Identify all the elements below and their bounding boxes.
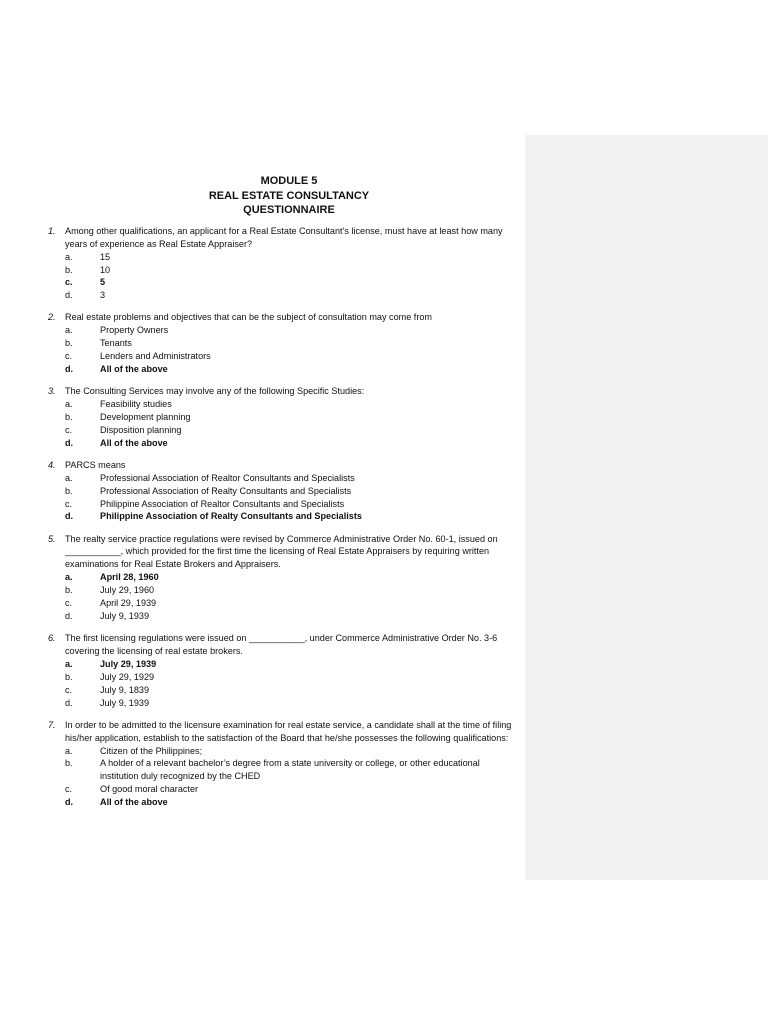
question-text: The realty service practice regulations were revised by Commerce Administrative Order No. 60-1, issued on ___________, which provided for the first time the licensing of Real Estate Appraisers by requiring written examinations for Real Estate Brokers and Appraisers. xyxy=(65,533,498,570)
option-text: 3 xyxy=(100,290,106,301)
option-text: Lenders and Administrators xyxy=(100,351,211,362)
question-row xyxy=(48,533,520,572)
question-row xyxy=(48,385,520,398)
question-row xyxy=(48,719,520,745)
question-row xyxy=(48,459,520,472)
answer-option xyxy=(48,658,520,671)
question-row xyxy=(48,225,520,251)
option-letter: b. xyxy=(65,411,73,422)
option-text: Philippine Association of Realty Consultants and Specialists xyxy=(100,511,362,522)
question-number: 6. xyxy=(48,633,56,644)
option-letter: b. xyxy=(65,671,73,682)
course-title: REAL ESTATE CONSULTANCY xyxy=(208,189,370,202)
answer-option xyxy=(48,276,520,289)
answer-option xyxy=(48,289,520,302)
option-letter: c. xyxy=(65,424,73,435)
option-letter: b. xyxy=(65,585,73,596)
option-letter: a. xyxy=(65,399,73,410)
option-text: Philippine Association of Realtor Consultants and Specialists xyxy=(100,498,345,509)
questionnaire-title: QUESTIONNAIRE xyxy=(243,204,335,217)
answer-option xyxy=(48,571,520,584)
option-letter: a. xyxy=(65,745,73,756)
option-letter: d. xyxy=(65,511,74,522)
question-text: PARCS means xyxy=(65,459,126,470)
comment-pane xyxy=(525,135,768,880)
question-number: 3. xyxy=(48,386,56,397)
answer-option xyxy=(48,411,520,424)
question-number: 5. xyxy=(48,533,56,544)
option-letter: d. xyxy=(65,697,73,708)
answer-option xyxy=(48,485,520,498)
question-text: In order to be admitted to the licensure examination for real estate service, a candidate shall at the time of filing his/her application, establish to the satisfaction of the Board that he/she possesses the following qualifications: xyxy=(65,719,512,743)
question-7 xyxy=(48,719,520,809)
answer-option xyxy=(48,424,520,437)
option-letter: b. xyxy=(65,264,73,275)
option-text: All of the above xyxy=(100,437,168,448)
option-text: 5 xyxy=(100,277,106,288)
question-3 xyxy=(48,385,520,450)
option-text: Citizen of the Philippines; xyxy=(100,745,203,756)
option-letter: c. xyxy=(65,351,73,362)
option-letter: d. xyxy=(65,611,73,621)
option-letter: b. xyxy=(65,758,73,769)
question-5 xyxy=(48,533,520,623)
question-list xyxy=(48,225,520,809)
question-number: 2. xyxy=(48,312,56,323)
option-letter: c. xyxy=(65,598,73,609)
option-text: April 29, 1939 xyxy=(100,598,157,609)
answer-option xyxy=(48,671,520,684)
option-letter: b. xyxy=(65,338,73,349)
module-title: MODULE 5 xyxy=(260,175,318,187)
answer-option xyxy=(48,684,520,697)
option-text: All of the above xyxy=(100,364,168,375)
answer-option xyxy=(48,251,520,264)
answer-option xyxy=(48,398,520,411)
answer-option xyxy=(48,324,520,337)
title-block xyxy=(48,174,520,218)
answer-option xyxy=(48,597,520,610)
option-text: July 9, 1839 xyxy=(100,684,150,695)
option-letter: a. xyxy=(65,251,73,262)
option-letter: c. xyxy=(65,784,73,795)
question-row xyxy=(48,311,520,324)
answer-option xyxy=(48,697,520,710)
answer-option xyxy=(48,584,520,597)
answer-option xyxy=(48,472,520,485)
option-letter: c. xyxy=(65,684,73,695)
answer-option xyxy=(48,745,520,758)
option-letter: d. xyxy=(65,364,74,375)
option-text: Development planning xyxy=(100,411,191,422)
option-text: July 29, 1960 xyxy=(100,585,155,596)
answer-option xyxy=(48,783,520,796)
option-text: 15 xyxy=(100,251,111,262)
option-letter: d. xyxy=(65,290,73,301)
answer-option xyxy=(48,796,520,809)
option-letter: a. xyxy=(65,658,73,669)
answer-option xyxy=(48,498,520,511)
question-1 xyxy=(48,225,520,302)
question-text: The Consulting Services may involve any of the following Specific Studies: xyxy=(65,386,365,397)
option-letter: d. xyxy=(65,437,74,448)
question-6 xyxy=(48,632,520,709)
option-text: A holder of a relevant bachelor’s degree from a state university or college, or other educational institution duly recognized by the CHED xyxy=(100,758,480,782)
option-text: Professional Association of Realty Consultants and Specialists xyxy=(100,485,352,496)
option-letter: a. xyxy=(65,325,73,336)
question-text: Among other qualifications, an applicant for a Real Estate Consultant’s license, must have at least how many years of experience as Real Estate Appraiser? xyxy=(65,225,503,249)
question-4 xyxy=(48,459,520,524)
option-text: Of good moral character xyxy=(100,784,199,795)
answer-option xyxy=(48,757,520,783)
option-letter: c. xyxy=(65,498,73,509)
option-letter: a. xyxy=(65,472,73,483)
option-text: April 28, 1960 xyxy=(100,572,159,583)
question-number: 7. xyxy=(48,719,56,730)
answer-option xyxy=(48,264,520,277)
document-body xyxy=(48,174,520,818)
option-text: All of the above xyxy=(100,797,168,808)
option-text: 10 xyxy=(100,264,111,275)
question-2 xyxy=(48,311,520,376)
option-text: Tenants xyxy=(100,338,132,349)
option-text: July 29, 1939 xyxy=(100,658,157,669)
option-text: Feasibility studies xyxy=(100,399,172,410)
question-text: The first licensing regulations were issued on ___________, under Commerce Administrative Order No. 3-6 covering the licensing of real estate brokers. xyxy=(65,633,498,656)
option-letter: a. xyxy=(65,572,73,583)
answer-option xyxy=(48,350,520,363)
option-letter: c. xyxy=(65,277,73,288)
answer-option xyxy=(48,610,520,623)
answer-option xyxy=(48,437,520,450)
answer-option xyxy=(48,363,520,376)
question-text: Real estate problems and objectives that can be the subject of consultation may come from xyxy=(65,312,432,323)
option-letter: b. xyxy=(65,485,73,496)
option-text: July 9, 1939 xyxy=(100,611,150,621)
option-letter: d. xyxy=(65,797,74,808)
question-number: 4. xyxy=(48,459,56,470)
option-text: Property Owners xyxy=(100,325,169,336)
question-number: 1. xyxy=(48,225,56,236)
option-text: July 9, 1939 xyxy=(100,697,150,708)
question-row xyxy=(48,632,520,658)
option-text: July 29, 1929 xyxy=(100,671,155,682)
answer-option xyxy=(48,510,520,523)
answer-option xyxy=(48,337,520,350)
option-text: Disposition planning xyxy=(100,424,182,435)
option-text: Professional Association of Realtor Consultants and Specialists xyxy=(100,472,355,483)
